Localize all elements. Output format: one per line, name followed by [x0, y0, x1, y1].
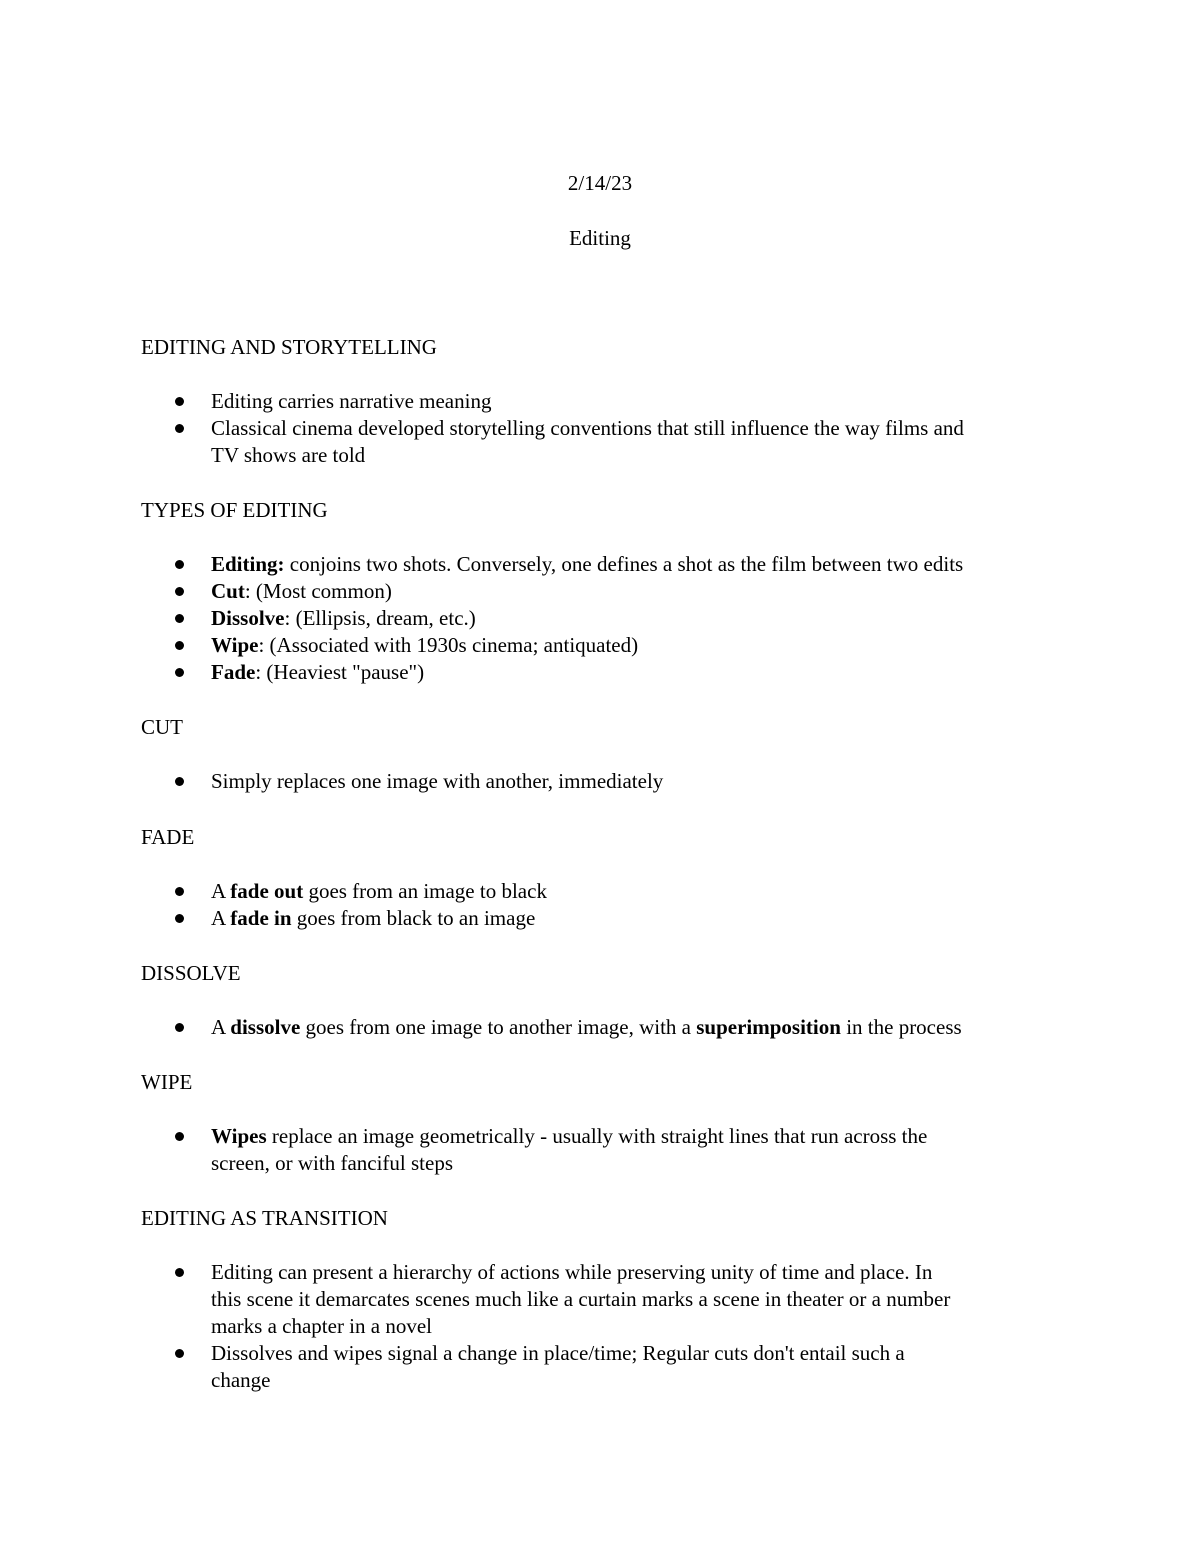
text-run: goes from an image to black	[303, 879, 547, 903]
bold-term: Wipe	[211, 633, 259, 657]
bullet-item-line	[211, 578, 392, 605]
bullet-icon	[175, 397, 184, 406]
bullet-item-line	[211, 1259, 932, 1286]
text-run: in the process	[840, 1015, 962, 1039]
text-run: Editing can present a hierarchy of actions while preserving unity of time and place. In	[211, 1260, 933, 1284]
text-run: Classical cinema developed storytelling conventions that still influence the way films and	[211, 416, 964, 440]
text-run: A	[211, 1015, 231, 1039]
bullet-item-line	[211, 605, 476, 632]
bold-term: Wipes	[211, 1124, 267, 1148]
bullet-icon	[175, 1268, 184, 1277]
section-heading: EDITING AS TRANSITION	[141, 1206, 388, 1230]
text-run: screen, or with fanciful steps	[211, 1151, 454, 1175]
bullet-item-line	[211, 388, 491, 415]
bullet-item-line	[211, 1340, 905, 1367]
bullet-icon	[175, 777, 184, 786]
bullet-item-line	[211, 551, 963, 578]
text-run: Simply replaces one image with another, immediately	[211, 769, 664, 793]
bold-term: Editing:	[211, 552, 285, 576]
bullet-icon	[175, 614, 184, 623]
section-heading: TYPES OF EDITING	[141, 498, 328, 522]
text-run: replace an image geometrically - usually with straight lines that run across the	[266, 1124, 928, 1148]
bullet-icon	[175, 424, 184, 433]
bullet-icon	[175, 1023, 184, 1032]
bullet-item-line	[211, 442, 365, 469]
text-run: goes from one image to another image, with a	[300, 1015, 697, 1039]
bullet-icon	[175, 1349, 184, 1358]
text-run: : (Most common)	[244, 579, 392, 603]
bullet-icon	[175, 560, 184, 569]
bullet-icon	[175, 914, 184, 923]
bold-term: Cut	[211, 579, 245, 603]
bullet-item-line	[211, 1014, 962, 1041]
bullet-icon	[175, 887, 184, 896]
bold-term: Dissolve	[211, 606, 285, 630]
bullet-icon	[175, 587, 184, 596]
section-heading: FADE	[141, 825, 195, 849]
section-heading: EDITING AND STORYTELLING	[141, 335, 437, 359]
bullet-icon	[175, 1132, 184, 1141]
bullet-item-line	[211, 415, 964, 442]
bullet-item-line	[211, 659, 424, 686]
section-heading: DISSOLVE	[141, 961, 241, 985]
bold-term: fade in	[230, 906, 292, 930]
document-date: 2/14/23	[567, 171, 633, 195]
bullet-item-line	[211, 1150, 453, 1177]
text-run: this scene it demarcates scenes much like a curtain marks a scene in theater or a number	[211, 1287, 951, 1311]
section-heading: CUT	[141, 715, 183, 739]
bullet-item-line	[211, 905, 535, 932]
text-run: : (Associated with 1930s cinema; antiquated)	[258, 633, 639, 657]
document-title: Editing	[569, 226, 631, 250]
text-run: goes from black to an image	[291, 906, 536, 930]
text-run: A	[211, 906, 231, 930]
text-run: conjoins two shots. Conversely, one defines a shot as the film between two edits	[284, 552, 964, 576]
bullet-icon	[175, 668, 184, 677]
text-run: A	[211, 879, 231, 903]
text-run: : (Heaviest "pause")	[255, 660, 425, 684]
text-run: marks a chapter in a novel	[211, 1314, 432, 1338]
text-run: change	[211, 1368, 271, 1392]
text-run: Dissolves and wipes signal a change in place/time; Regular cuts don't entail such a	[211, 1341, 905, 1365]
text-run: Editing carries narrative meaning	[211, 389, 492, 413]
text-run: TV shows are told	[211, 443, 366, 467]
bold-term: fade out	[230, 879, 304, 903]
bullet-item-line	[211, 1286, 950, 1313]
bullet-item-line	[211, 1313, 432, 1340]
bullet-item-line	[211, 632, 638, 659]
bold-term: Fade	[211, 660, 256, 684]
text-run: : (Ellipsis, dream, etc.)	[284, 606, 476, 630]
bullet-icon	[175, 641, 184, 650]
bold-term: dissolve	[230, 1015, 301, 1039]
bullet-item-line	[211, 1367, 270, 1394]
bullet-item-line	[211, 768, 663, 795]
bold-term: superimposition	[696, 1015, 841, 1039]
section-heading: WIPE	[141, 1070, 193, 1094]
bullet-item-line	[211, 878, 547, 905]
bullet-item-line	[211, 1123, 927, 1150]
